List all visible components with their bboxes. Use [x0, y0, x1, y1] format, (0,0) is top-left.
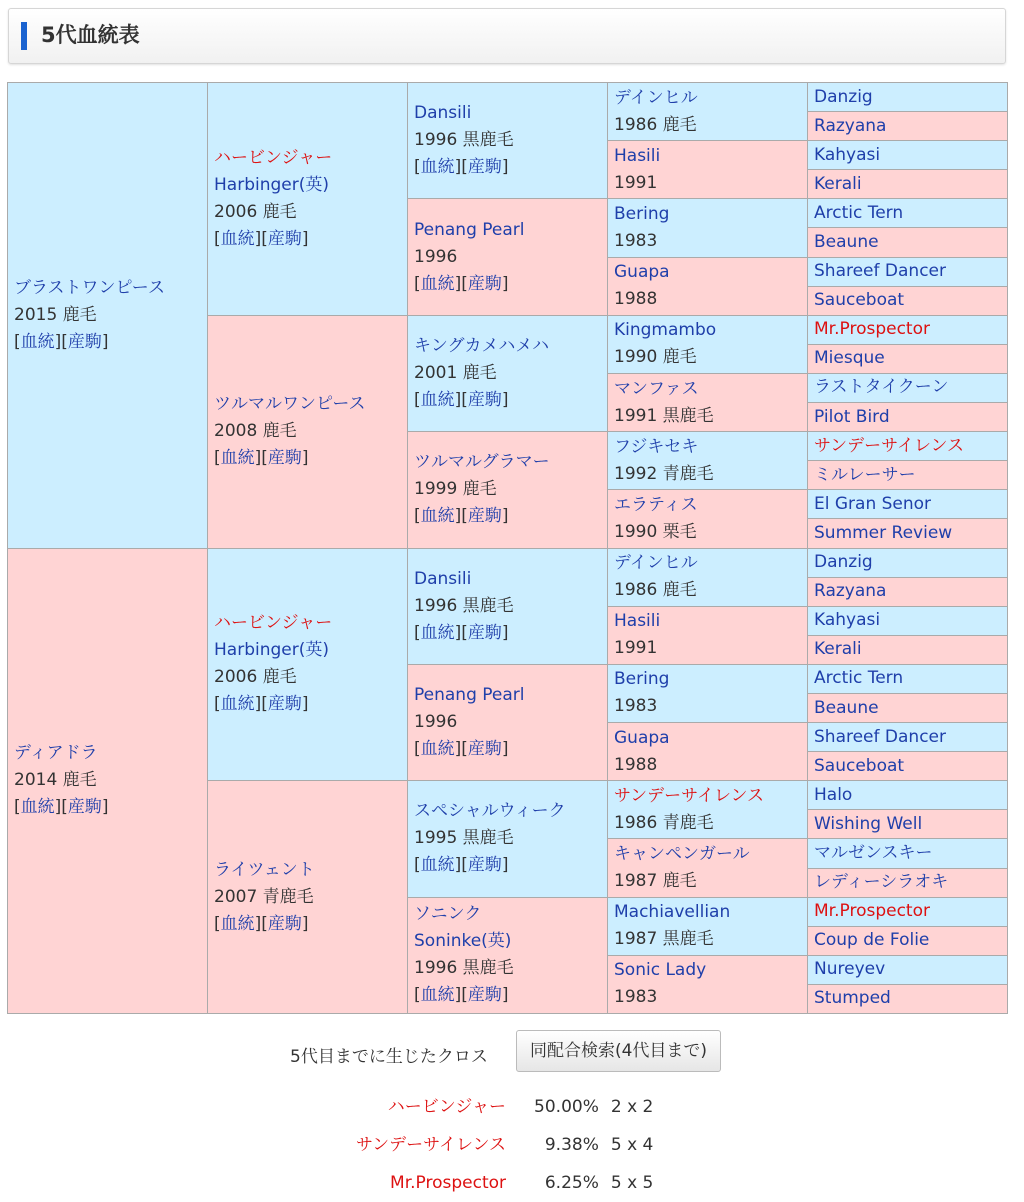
pedigree-cell-g5 — [808, 548, 1008, 577]
horse-info: 1991 — [614, 172, 658, 193]
same-mating-search-button[interactable]: 同配合検索(4代目まで) — [516, 1030, 721, 1072]
pedigree-cell-g4 — [608, 723, 808, 781]
horse-info: 1996 — [414, 712, 458, 733]
horse-name-link[interactable]: ハービンジャー — [214, 613, 333, 634]
pedigree-cell-g3 — [408, 664, 608, 780]
horse-name-link[interactable]: Beaune — [814, 232, 879, 253]
pedigree-link-row — [214, 445, 401, 472]
blood-link[interactable]: 血統 — [20, 797, 55, 818]
bracket-close: ] — [454, 273, 462, 294]
cross-generation: 2 x 2 — [610, 1097, 654, 1117]
horse-name-link[interactable]: Kerali — [814, 639, 862, 660]
progeny-link[interactable]: 産駒 — [467, 622, 502, 643]
pedigree-cell-g4 — [608, 373, 808, 431]
bracket-open: [ — [461, 855, 468, 876]
horse-name-link[interactable]: ソニンク — [414, 904, 482, 925]
bracket-open: [ — [14, 331, 21, 352]
horse-name-link[interactable]: マルゼンスキー — [814, 842, 933, 863]
cross-row — [350, 1164, 659, 1202]
bracket-open: [ — [461, 157, 468, 178]
bracket-open: [ — [61, 797, 68, 818]
horse-info: 1991 — [614, 638, 658, 659]
bracket-close: ] — [254, 694, 262, 715]
pedigree-cell-g4 — [608, 897, 808, 955]
horse-name-link[interactable]: キャンペンガール — [614, 844, 750, 865]
horse-info: 1999 鹿毛 — [414, 479, 497, 500]
horse-name-link[interactable]: Mr.Prospector — [814, 901, 930, 922]
horse-name-link[interactable]: エラティス — [614, 494, 698, 515]
horse-name-link[interactable]: Sauceboat — [814, 755, 905, 776]
bracket-open: [ — [414, 855, 421, 876]
horse-name-link[interactable]: Dansili — [414, 103, 472, 124]
horse-name-link[interactable]: Miesque — [814, 348, 885, 369]
progeny-link[interactable]: 産駒 — [467, 855, 502, 876]
blood-link[interactable]: 血統 — [420, 855, 455, 876]
pedigree-cell-g1 — [8, 83, 208, 549]
bracket-open: [ — [214, 228, 221, 249]
blood-link[interactable]: 血統 — [420, 506, 455, 527]
horse-info: 1986 鹿毛 — [614, 114, 697, 135]
horse-name-link[interactable]: Penang Pearl — [414, 685, 525, 706]
blood-link[interactable]: 血統 — [220, 228, 255, 249]
pedigree-cell-g5 — [808, 373, 1008, 402]
horse-alt-name-link[interactable]: Soninke(英) — [414, 931, 512, 952]
pedigree-row — [8, 83, 1008, 112]
bracket-open: [ — [414, 506, 421, 527]
horse-name-link[interactable]: Halo — [814, 784, 853, 805]
pedigree-cell-g4 — [608, 955, 808, 1013]
horse-name-link[interactable]: Bering — [614, 203, 670, 224]
pedigree-cell-g5 — [808, 83, 1008, 112]
horse-name-link[interactable]: Summer Review — [814, 522, 953, 543]
pedigree-cell-g3 — [408, 315, 608, 431]
horse-name-link[interactable]: マンファス — [614, 378, 699, 399]
horse-info: 2006 鹿毛 — [214, 667, 297, 688]
horse-name-link[interactable]: El Gran Senor — [814, 493, 932, 514]
pedigree-cell-g5 — [808, 955, 1008, 984]
cross-table — [350, 1088, 659, 1202]
bracket-open: [ — [414, 273, 421, 294]
horse-name-link[interactable]: Shareef Dancer — [814, 261, 946, 282]
progeny-link[interactable]: 産駒 — [467, 739, 502, 760]
blood-link[interactable]: 血統 — [420, 157, 455, 178]
horse-name-link[interactable]: サンデーサイレンス — [614, 785, 765, 806]
pedigree-link-row — [14, 329, 201, 356]
progeny-link[interactable]: 産駒 — [467, 157, 502, 178]
pedigree-cell-g5 — [808, 693, 1008, 722]
horse-info: 2008 鹿毛 — [214, 421, 297, 442]
bracket-close: ] — [454, 622, 462, 643]
bracket-close: ] — [454, 157, 462, 178]
horse-info: 2014 鹿毛 — [14, 770, 97, 791]
page-title: 5代血統表 — [41, 23, 140, 47]
horse-name-link[interactable]: Sauceboat — [814, 290, 905, 311]
bracket-close: ] — [501, 985, 509, 1006]
pedigree-cell-g5 — [808, 344, 1008, 373]
pedigree-cell-g4 — [608, 315, 808, 373]
bracket-close: ] — [454, 506, 462, 527]
horse-name-link[interactable]: Razyana — [814, 115, 887, 136]
horse-name-link[interactable]: Razyana — [814, 581, 887, 602]
pedigree-cell-g5 — [808, 432, 1008, 461]
bracket-close: ] — [54, 331, 62, 352]
section-header — [8, 8, 1006, 64]
pedigree-cell-g5 — [808, 723, 1008, 752]
progeny-link[interactable]: 産駒 — [67, 331, 102, 352]
bracket-open: [ — [461, 273, 468, 294]
horse-name-link[interactable]: Shareef Dancer — [814, 726, 946, 747]
bracket-close: ] — [101, 331, 109, 352]
progeny-link[interactable]: 産駒 — [267, 448, 302, 469]
cross-generation: 5 x 4 — [610, 1135, 654, 1155]
horse-name-link[interactable]: Hasili — [614, 611, 661, 632]
progeny-link[interactable]: 産駒 — [267, 228, 302, 249]
bracket-close: ] — [54, 797, 62, 818]
bracket-open: [ — [261, 913, 268, 934]
horse-info: 1991 黒鹿毛 — [614, 405, 714, 426]
horse-info: 1990 栗毛 — [614, 521, 697, 542]
bracket-close: ] — [301, 694, 309, 715]
pedigree-cell-g5 — [808, 228, 1008, 257]
cross-horse-link[interactable]: サンデーサイレンス — [356, 1135, 507, 1155]
pedigree-cell-g5 — [808, 315, 1008, 344]
pedigree-link-row — [414, 387, 601, 414]
horse-name-link[interactable]: ディアドラ — [14, 743, 98, 764]
pedigree-cell-g5 — [808, 170, 1008, 199]
pedigree-cell-g3 — [408, 897, 608, 1013]
pedigree-cell-g5 — [808, 810, 1008, 839]
horse-info: 2001 鹿毛 — [414, 362, 497, 383]
pedigree-cell-g5 — [808, 752, 1008, 781]
pedigree-cell-g5 — [808, 286, 1008, 315]
horse-info: 1986 青鹿毛 — [614, 812, 714, 833]
pedigree-link-row — [214, 226, 401, 253]
pedigree-cell-g4 — [608, 257, 808, 315]
progeny-link[interactable]: 産駒 — [467, 985, 502, 1006]
bracket-close: ] — [301, 913, 309, 934]
bracket-open: [ — [461, 506, 468, 527]
horse-name-link[interactable]: Bering — [614, 669, 670, 690]
pedigree-link-row — [214, 911, 401, 938]
horse-name-link[interactable]: フジキセキ — [614, 436, 699, 457]
horse-name-link[interactable]: デインヒル — [614, 87, 698, 108]
horse-name-link[interactable]: Wishing Well — [814, 813, 923, 834]
pedigree-cell-g5 — [808, 461, 1008, 490]
horse-info: 1988 — [614, 754, 658, 775]
blood-link[interactable]: 血統 — [220, 694, 255, 715]
bracket-close: ] — [454, 985, 462, 1006]
pedigree-cell-g4 — [608, 83, 808, 141]
horse-name-link[interactable]: Coup de Folie — [814, 930, 930, 951]
pedigree-cell-g4 — [608, 548, 808, 606]
cross-horse-link[interactable]: ハービンジャー — [387, 1097, 507, 1117]
progeny-link[interactable]: 産駒 — [267, 913, 302, 934]
bracket-close: ] — [501, 273, 509, 294]
bracket-open: [ — [414, 389, 421, 410]
pedigree-cell-g4 — [608, 141, 808, 199]
cross-generation: 5 x 5 — [610, 1173, 654, 1193]
bracket-close: ] — [501, 389, 509, 410]
horse-name-link[interactable]: Kingmambo — [614, 320, 717, 341]
pedigree-cell-g4 — [608, 199, 808, 257]
horse-name-link[interactable]: Machiavellian — [614, 902, 731, 923]
bracket-open: [ — [14, 797, 21, 818]
pedigree-link-row — [414, 620, 601, 647]
horse-info: 1996 黒鹿毛 — [414, 595, 514, 616]
horse-name-link[interactable]: Guapa — [614, 727, 670, 748]
pedigree-cell-g3 — [408, 548, 608, 664]
bracket-close: ] — [101, 797, 109, 818]
horse-info: 2006 鹿毛 — [214, 201, 297, 222]
horse-name-link[interactable]: ツルマルワンピース — [214, 394, 366, 415]
horse-name-link[interactable]: Arctic Tern — [814, 202, 904, 223]
bracket-close: ] — [501, 855, 509, 876]
pedigree-link-row — [414, 154, 601, 181]
pedigree-cell-g5 — [808, 490, 1008, 519]
horse-name-link[interactable]: ハービンジャー — [214, 147, 333, 168]
pedigree-cell-g3 — [408, 83, 608, 199]
horse-name-link[interactable]: Penang Pearl — [414, 219, 525, 240]
pedigree-cell-g5 — [808, 199, 1008, 228]
horse-info: 1987 鹿毛 — [614, 871, 697, 892]
header-accent-bar — [21, 22, 27, 50]
cross-row — [350, 1088, 659, 1126]
bracket-close: ] — [254, 448, 262, 469]
pedigree-cell-g5 — [808, 403, 1008, 432]
blood-link[interactable]: 血統 — [420, 739, 455, 760]
bracket-close: ] — [454, 739, 462, 760]
cross-percentage: 9.38% — [544, 1135, 599, 1155]
horse-name-link[interactable]: ラストタイクーン — [814, 377, 949, 398]
progeny-link[interactable]: 産駒 — [67, 797, 102, 818]
horse-name-link[interactable]: ミルレーサー — [814, 464, 916, 485]
horse-name-link[interactable]: Danzig — [814, 552, 873, 573]
pedigree-link-row — [14, 794, 201, 821]
pedigree-link-row — [414, 982, 601, 1009]
bracket-close: ] — [254, 913, 262, 934]
pedigree-cell-g5 — [808, 984, 1008, 1013]
pedigree-cell-g5 — [808, 926, 1008, 955]
blood-link[interactable]: 血統 — [220, 448, 255, 469]
horse-name-link[interactable]: Pilot Bird — [814, 406, 890, 427]
pedigree-cell-g5 — [808, 781, 1008, 810]
pedigree-cell-g4 — [608, 839, 808, 897]
cross-horse-link[interactable]: Mr.Prospector — [390, 1173, 507, 1193]
blood-link[interactable]: 血統 — [220, 913, 255, 934]
horse-info: 1996 黒鹿毛 — [414, 958, 514, 979]
progeny-link[interactable]: 産駒 — [467, 506, 502, 527]
pedigree-cell-g5 — [808, 635, 1008, 664]
horse-info: 1983 — [614, 696, 658, 717]
pedigree-cell-g5 — [808, 868, 1008, 897]
horse-info: 1992 青鹿毛 — [614, 463, 714, 484]
pedigree-cell-g2 — [208, 315, 408, 548]
horse-name-link[interactable]: Kahyasi — [814, 610, 881, 631]
pedigree-cell-g4 — [608, 490, 808, 548]
pedigree-table — [7, 82, 1008, 1014]
horse-name-link[interactable]: Kahyasi — [814, 144, 881, 165]
horse-name-link[interactable]: Sonic Lady — [614, 960, 707, 981]
bracket-open: [ — [461, 985, 468, 1006]
pedigree-cell-g1 — [8, 548, 208, 1014]
horse-name-link[interactable]: Danzig — [814, 86, 873, 107]
horse-name-link[interactable]: スペシャルウィーク — [414, 801, 566, 822]
pedigree-link-row — [214, 691, 401, 718]
bracket-close: ] — [454, 389, 462, 410]
pedigree-cell-g5 — [808, 577, 1008, 606]
horse-info: 1996 — [414, 246, 458, 267]
blood-link[interactable]: 血統 — [420, 273, 455, 294]
bracket-open: [ — [414, 622, 421, 643]
horse-name-link[interactable]: Kerali — [814, 173, 862, 194]
pedigree-cell-g5 — [808, 112, 1008, 141]
blood-link[interactable]: 血統 — [420, 622, 455, 643]
horse-name-link[interactable]: Hasili — [614, 145, 661, 166]
pedigree-cell-g5 — [808, 897, 1008, 926]
horse-alt-name-link[interactable]: Harbinger(英) — [214, 174, 329, 195]
progeny-link[interactable]: 産駒 — [467, 273, 502, 294]
pedigree-row — [8, 548, 1008, 577]
horse-info: 1996 黒鹿毛 — [414, 130, 514, 151]
horse-name-link[interactable]: Stumped — [814, 988, 891, 1009]
horse-info: 1983 — [614, 987, 658, 1008]
cross-percentage: 6.25% — [544, 1173, 599, 1193]
bracket-close: ] — [501, 506, 509, 527]
pedigree-cell-g3 — [408, 199, 608, 315]
pedigree-link-row — [414, 736, 601, 763]
pedigree-cell-g4 — [608, 781, 808, 839]
horse-info: 1983 — [614, 230, 658, 251]
pedigree-cell-g2 — [208, 548, 408, 781]
progeny-link[interactable]: 産駒 — [267, 694, 302, 715]
horse-info: 1986 鹿毛 — [614, 580, 697, 601]
horse-info: 1987 黒鹿毛 — [614, 929, 714, 950]
pedigree-cell-g5 — [808, 839, 1008, 868]
horse-name-link[interactable]: Nureyev — [814, 959, 886, 980]
bracket-open: [ — [414, 985, 421, 1006]
pedigree-cell-g3 — [408, 432, 608, 548]
horse-name-link[interactable]: レディーシラオキ — [814, 872, 949, 893]
bracket-close: ] — [501, 622, 509, 643]
horse-info: 2007 青鹿毛 — [214, 886, 314, 907]
bracket-open: [ — [61, 331, 68, 352]
horse-name-link[interactable]: ブラストワンピース — [14, 277, 165, 298]
bracket-open: [ — [214, 694, 221, 715]
bracket-open: [ — [461, 622, 468, 643]
cross-row — [350, 1126, 659, 1164]
pedigree-cell-g4 — [608, 606, 808, 664]
pedigree-cell-g3 — [408, 781, 608, 897]
bracket-close: ] — [454, 855, 462, 876]
bracket-close: ] — [301, 228, 309, 249]
horse-info: 1990 鹿毛 — [614, 347, 697, 368]
pedigree-link-row — [414, 271, 601, 298]
pedigree-cell-g5 — [808, 606, 1008, 635]
horse-name-link[interactable]: サンデーサイレンス — [814, 435, 965, 456]
cross-percentage: 50.00% — [534, 1097, 599, 1117]
bracket-open: [ — [261, 694, 268, 715]
pedigree-cell-g5 — [808, 664, 1008, 693]
horse-name-link[interactable]: Guapa — [614, 262, 670, 283]
horse-name-link[interactable]: ライツェント — [214, 859, 315, 880]
horse-info: 1995 黒鹿毛 — [414, 828, 514, 849]
blood-link[interactable]: 血統 — [420, 985, 455, 1006]
bracket-open: [ — [414, 157, 421, 178]
horse-alt-name-link[interactable]: Harbinger(英) — [214, 640, 329, 661]
bracket-open: [ — [461, 739, 468, 760]
horse-name-link[interactable]: Beaune — [814, 697, 879, 718]
horse-name-link[interactable]: Arctic Tern — [814, 668, 904, 689]
horse-name-link[interactable]: キングカメハメハ — [414, 335, 550, 356]
pedigree-cell-g5 — [808, 257, 1008, 286]
pedigree-link-row — [414, 503, 601, 530]
bracket-close: ] — [254, 228, 262, 249]
blood-link[interactable]: 血統 — [20, 331, 55, 352]
horse-name-link[interactable]: Mr.Prospector — [814, 319, 930, 340]
bracket-open: [ — [261, 448, 268, 469]
bracket-open: [ — [214, 913, 221, 934]
bracket-open: [ — [414, 739, 421, 760]
pedigree-cell-g5 — [808, 519, 1008, 548]
pedigree-cell-g4 — [608, 664, 808, 722]
progeny-link[interactable]: 産駒 — [467, 389, 502, 410]
pedigree-cell-g2 — [208, 83, 408, 316]
blood-link[interactable]: 血統 — [420, 389, 455, 410]
pedigree-link-row — [414, 852, 601, 879]
horse-name-link[interactable]: ツルマルグラマー — [414, 452, 550, 473]
pedigree-cell-g4 — [608, 432, 808, 490]
bracket-close: ] — [501, 739, 509, 760]
pedigree-cell-g5 — [808, 141, 1008, 170]
bracket-open: [ — [214, 448, 221, 469]
bracket-open: [ — [461, 389, 468, 410]
horse-info: 2015 鹿毛 — [14, 304, 97, 325]
bracket-close: ] — [301, 448, 309, 469]
horse-info: 1988 — [614, 289, 658, 310]
cross-label: 5代目までに生じたクロス — [290, 1047, 488, 1067]
horse-name-link[interactable]: デインヒル — [614, 553, 698, 574]
pedigree-cell-g2 — [208, 781, 408, 1014]
horse-name-link[interactable]: Dansili — [414, 568, 472, 589]
bracket-open: [ — [261, 228, 268, 249]
bracket-close: ] — [501, 157, 509, 178]
